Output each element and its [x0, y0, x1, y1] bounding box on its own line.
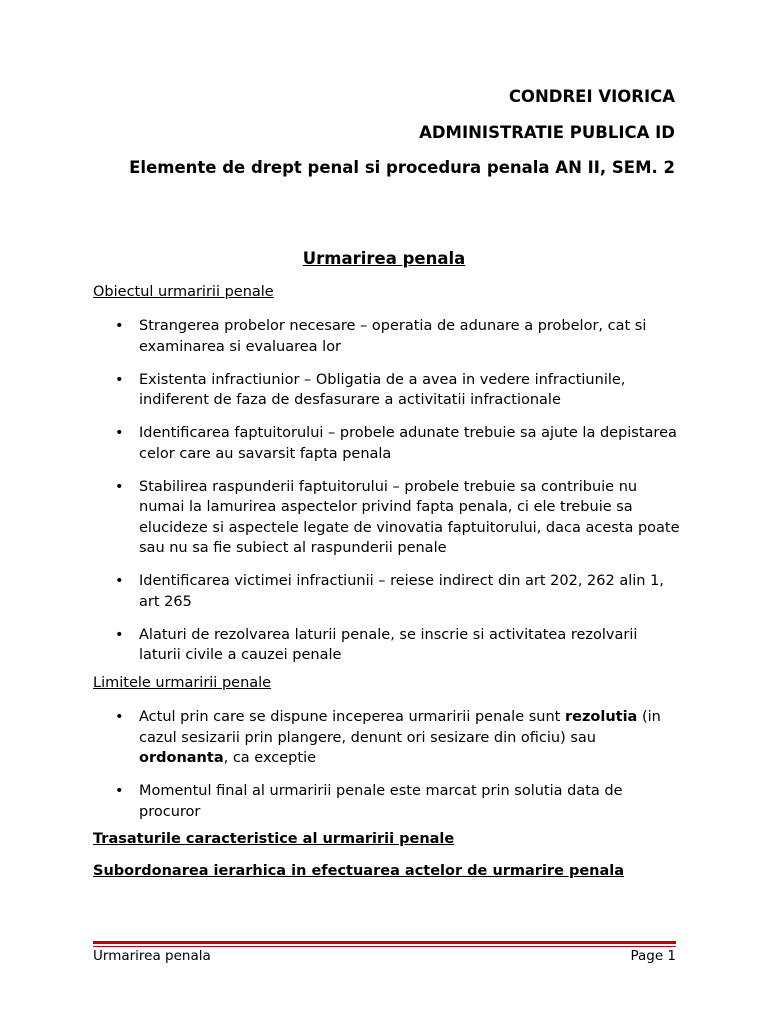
list-item — [93, 370, 683, 411]
list-item-text: Strangerea probelor necesare – operatia de adunare a probelor, cat si examinarea si evaluarea lor — [139, 318, 647, 355]
section-heading-obiectul: Obiectul urmaririi penale — [93, 284, 274, 300]
document-title: Urmarirea penala — [302, 249, 466, 268]
list-item-text-part: , ca exceptie — [223, 750, 317, 766]
list-item-text-part: Actul prin care se dispune inceperea urmaririi penale sunt — [139, 709, 565, 725]
footer-rule-thin — [93, 946, 676, 947]
author-name: CONDREI VIORICA — [508, 87, 675, 106]
list-item — [93, 316, 683, 357]
bullet-list-obiectul — [93, 316, 683, 678]
bullet-list-limitele — [93, 707, 683, 835]
bold-term-ordonanta: ordonanta — [139, 750, 224, 766]
list-item-text: Identificarea faptuitorului – probele adunate trebuie sa ajute la depistarea celor care au savarsit fapta penala — [139, 425, 677, 462]
list-item-text: Alaturi de rezolvarea laturii penale, se inscrie si activitatea rezolvarii laturii civile a cauzei penale — [139, 626, 638, 663]
list-item-text: Momentul final al urmaririi penale este marcat prin solutia data de procuror — [139, 783, 623, 820]
bullet-icon: • — [115, 371, 124, 388]
list-item — [93, 571, 683, 612]
list-item-text: Existenta infractiunior – Obligatia de a avea in vedere infractiunile, indiferent de faza de desfasurare a activitatii infractionale — [139, 371, 626, 408]
list-item — [93, 625, 683, 666]
list-item — [93, 781, 683, 822]
bullet-icon: • — [115, 478, 124, 495]
section-heading-trasaturile: Trasaturile caracteristice al urmaririi penale — [93, 831, 455, 847]
list-item-text: Stabilirea raspunderii faptuitorului – probele trebuie sa contribuie nu numai la lamurirea aspectelor privind fapta penala, ci ele trebuie sa elucideze si aspectele legate de vinovatia faptuitorului, daca acesta poate sau nu sa fie subiect al raspunderii penale — [139, 478, 680, 556]
bullet-icon: • — [115, 783, 124, 799]
footer-rule-thick — [93, 941, 676, 944]
bullet-icon: • — [115, 709, 124, 725]
footer-title: Urmarirea penala — [93, 948, 211, 964]
bold-term-rezolutia: rezolutia — [564, 709, 638, 725]
list-item — [93, 477, 683, 559]
program-name: ADMINISTRATIE PUBLICA ID — [419, 123, 675, 142]
course-title: Elemente de drept penal si procedura penala AN II, SEM. 2 — [129, 158, 675, 177]
bullet-icon: • — [115, 626, 124, 643]
list-item — [93, 707, 683, 769]
bullet-icon: • — [115, 425, 124, 441]
bullet-icon: • — [115, 573, 124, 589]
list-item-text-part: (in cazul sesizarii prin plangere, denunt ori sesizare din oficiu) sau — [139, 709, 661, 746]
section-heading-subordonarea: Subordonarea ierarhica in efectuarea actelor de urmarire penala — [93, 863, 625, 879]
page-number: Page 1 — [630, 948, 676, 964]
bullet-icon: • — [115, 318, 124, 334]
list-item — [93, 423, 683, 464]
section-heading-limitele: Limitele urmaririi penale — [93, 675, 272, 691]
list-item-text: Identificarea victimei infractiunii – reiese indirect din art 202, 262 alin 1, art 265 — [139, 573, 664, 610]
